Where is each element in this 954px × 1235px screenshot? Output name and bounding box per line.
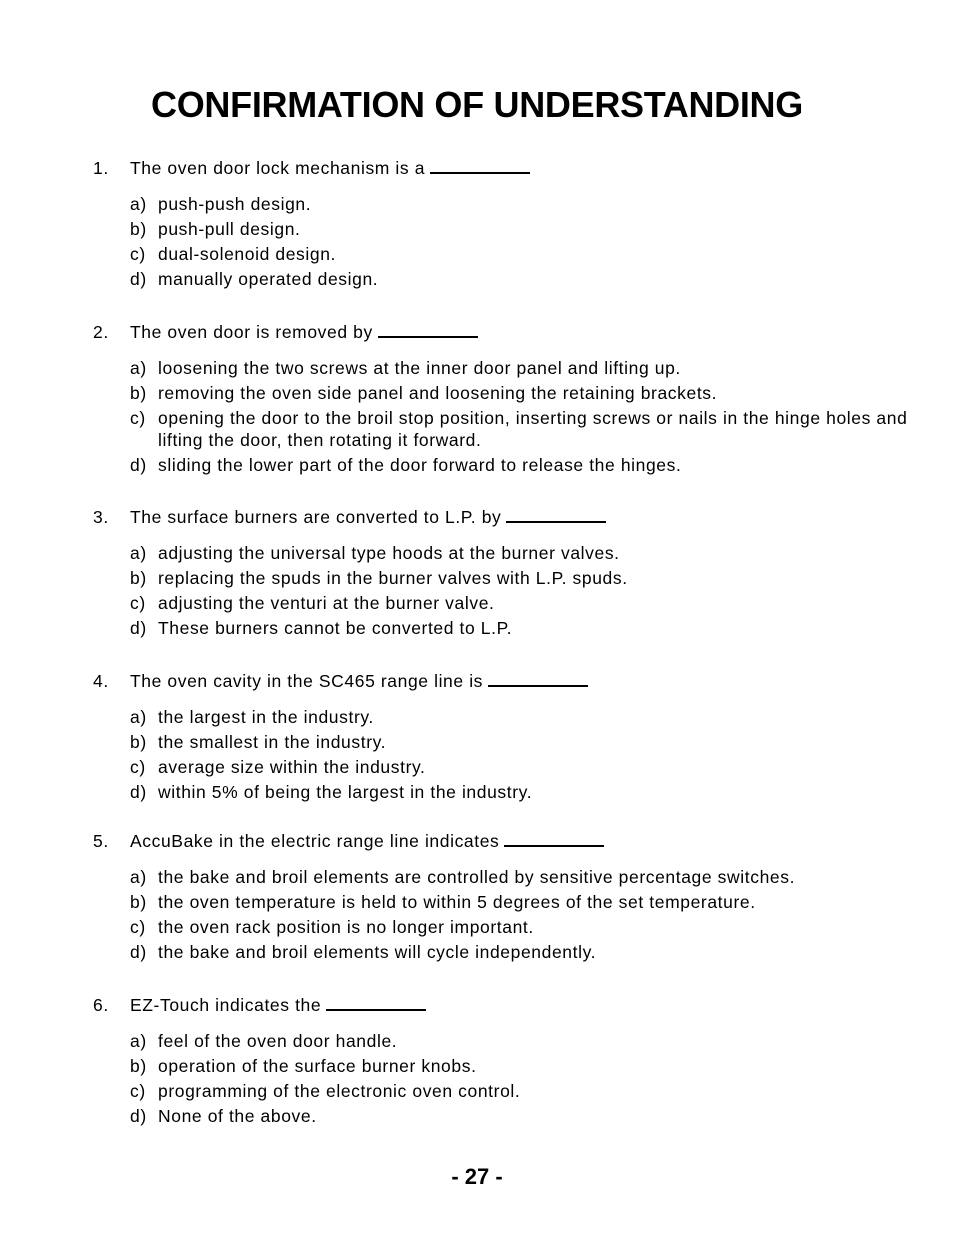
option-text: opening the door to the broil stop position, inserting screws or nails in the hinge holes and lifting the door, then rotating it forward.: [158, 408, 908, 450]
option-text: removing the oven side panel and loosening the retaining brackets.: [158, 383, 718, 403]
option-letter: a): [130, 1031, 147, 1051]
option-text: sliding the lower part of the door forward to release the hinges.: [158, 455, 682, 475]
option-text: replacing the spuds in the burner valves with L.P. spuds.: [158, 568, 628, 588]
option-d: [130, 617, 913, 639]
option-letter: c): [130, 1081, 146, 1101]
question-4: [93, 669, 913, 806]
option-letter: d): [130, 618, 147, 638]
option-text: the bake and broil elements will cycle independently.: [158, 942, 597, 962]
question-5: [93, 829, 913, 966]
option-c: [130, 756, 913, 778]
question-stem: [93, 156, 913, 179]
option-list: [130, 357, 913, 476]
option-letter: b): [130, 383, 147, 403]
option-letter: c): [130, 408, 146, 428]
option-b: [130, 382, 913, 404]
option-list: [130, 542, 913, 639]
answer-blank: [326, 993, 426, 1011]
option-text: push-push design.: [158, 194, 312, 214]
option-text: the smallest in the industry.: [158, 732, 387, 752]
option-text: the oven rack position is no longer important.: [158, 917, 534, 937]
option-text: dual-solenoid design.: [158, 244, 336, 264]
question-text: The oven cavity in the SC465 range line is: [130, 671, 484, 691]
option-c: [130, 1080, 913, 1102]
option-a: [130, 193, 913, 215]
option-text: the bake and broil elements are controlled by sensitive percentage switches.: [158, 867, 796, 887]
option-text: feel of the oven door handle.: [158, 1031, 398, 1051]
option-letter: a): [130, 194, 147, 214]
option-letter: d): [130, 269, 147, 289]
option-letter: d): [130, 942, 147, 962]
option-text: loosening the two screws at the inner door panel and lifting up.: [158, 358, 681, 378]
option-letter: d): [130, 455, 147, 475]
option-letter: a): [130, 543, 147, 563]
option-list: [130, 1030, 913, 1127]
option-d: [130, 268, 913, 290]
option-letter: c): [130, 593, 146, 613]
option-d: [130, 454, 913, 476]
question-number: 3.: [93, 507, 109, 527]
question-2: [93, 320, 913, 479]
option-text: adjusting the venturi at the burner valve.: [158, 593, 495, 613]
question-number: 6.: [93, 995, 109, 1015]
page-number: - 27 -: [451, 1164, 503, 1189]
question-text: The oven door lock mechanism is a: [130, 158, 426, 178]
question-1: [93, 156, 913, 293]
question-stem: [93, 320, 913, 343]
option-c: [130, 916, 913, 938]
option-text: average size within the industry.: [158, 757, 426, 777]
option-c: [130, 592, 913, 614]
option-letter: b): [130, 219, 147, 239]
option-letter: b): [130, 732, 147, 752]
option-list: [130, 866, 913, 963]
question-stem: [93, 993, 913, 1016]
option-text: the oven temperature is held to within 5 degrees of the set temperature.: [158, 892, 756, 912]
question-stem: [93, 505, 913, 528]
option-letter: b): [130, 892, 147, 912]
option-text: manually operated design.: [158, 269, 379, 289]
option-list: [130, 706, 913, 803]
page-title: CONFIRMATION OF UNDERSTANDING: [151, 84, 803, 125]
option-text: None of the above.: [158, 1106, 317, 1126]
option-d: [130, 781, 913, 803]
option-text: push-pull design.: [158, 219, 301, 239]
question-number: 4.: [93, 671, 109, 691]
option-b: [130, 567, 913, 589]
option-letter: d): [130, 782, 147, 802]
option-letter: c): [130, 757, 146, 777]
question-3: [93, 505, 913, 642]
option-a: [130, 706, 913, 728]
option-a: [130, 1030, 913, 1052]
option-c: [130, 407, 913, 451]
answer-blank: [430, 156, 530, 174]
option-c: [130, 243, 913, 265]
option-b: [130, 891, 913, 913]
option-b: [130, 218, 913, 240]
answer-blank: [378, 320, 478, 338]
option-text: adjusting the universal type hoods at the burner valves.: [158, 543, 620, 563]
option-letter: a): [130, 707, 147, 727]
option-text: within 5% of being the largest in the industry.: [158, 782, 533, 802]
option-letter: b): [130, 568, 147, 588]
option-text: programming of the electronic oven control.: [158, 1081, 521, 1101]
answer-blank: [488, 669, 588, 687]
question-6: [93, 993, 913, 1130]
question-number: 5.: [93, 831, 109, 851]
option-letter: c): [130, 244, 146, 264]
option-letter: a): [130, 867, 147, 887]
option-a: [130, 866, 913, 888]
question-text: AccuBake in the electric range line indicates: [130, 831, 500, 851]
option-b: [130, 1055, 913, 1077]
option-letter: b): [130, 1056, 147, 1076]
question-text: The surface burners are converted to L.P. by: [130, 507, 502, 527]
question-stem: [93, 829, 913, 852]
answer-blank: [504, 829, 604, 847]
option-text: These burners cannot be converted to L.P.: [158, 618, 513, 638]
question-number: 1.: [93, 158, 109, 178]
option-list: [130, 193, 913, 290]
question-stem: [93, 669, 913, 692]
option-letter: a): [130, 358, 147, 378]
option-b: [130, 731, 913, 753]
question-number: 2.: [93, 322, 109, 342]
option-d: [130, 941, 913, 963]
question-text: EZ-Touch indicates the: [130, 995, 322, 1015]
option-a: [130, 542, 913, 564]
option-d: [130, 1105, 913, 1127]
question-text: The oven door is removed by: [130, 322, 373, 342]
option-a: [130, 357, 913, 379]
option-text: the largest in the industry.: [158, 707, 374, 727]
option-letter: d): [130, 1106, 147, 1126]
option-text: operation of the surface burner knobs.: [158, 1056, 477, 1076]
option-letter: c): [130, 917, 146, 937]
answer-blank: [506, 505, 606, 523]
